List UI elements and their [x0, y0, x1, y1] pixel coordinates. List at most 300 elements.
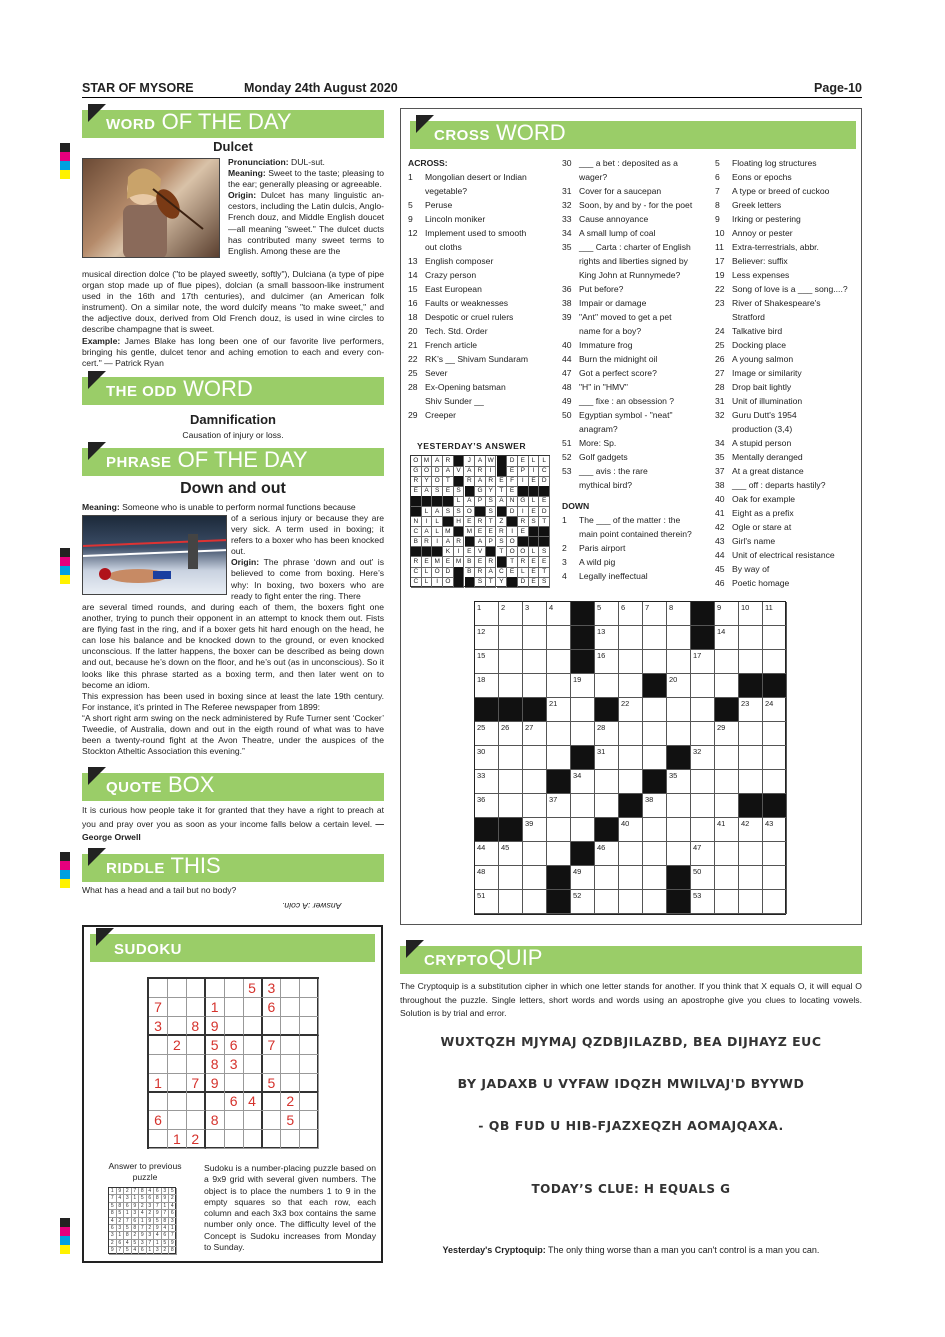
grid-cell[interactable] [667, 842, 691, 866]
sudoku-cell[interactable] [281, 1130, 300, 1149]
clue-text: Believer: suffix [732, 256, 788, 266]
grid-cell[interactable]: 40 [619, 818, 643, 842]
yesterday-label: Yesterday's Cryptoquip: [442, 1245, 546, 1255]
grid-cell[interactable] [619, 842, 643, 866]
grid-cell[interactable]: 31 [595, 746, 619, 770]
clue-text: Unit of illumination [732, 396, 803, 406]
yesterday-cell: D [539, 476, 550, 487]
sudoku-cell[interactable]: 2 [168, 1036, 187, 1055]
grid-cell[interactable]: 29 [715, 722, 739, 746]
grid-cell[interactable] [499, 866, 523, 890]
grid-cell[interactable] [595, 674, 619, 698]
grid-cell[interactable]: 44 [475, 842, 499, 866]
grid-cell[interactable]: 30 [475, 746, 499, 770]
sudoku-cell[interactable] [187, 1111, 206, 1130]
grid-cell[interactable] [643, 890, 667, 914]
sudoku-description: Sudoku is a number-placing puzzle based on a 9x9 grid with several given numbers. The object is to place the numbers 1 to 9 in the empty squares so that each row, each column and each 3x3 box contains the same number only once. The difficulty level of the Concept is Sudoku increases from Monday to Sunday. [204, 1163, 376, 1253]
sudoku-cell[interactable] [225, 998, 244, 1017]
grid-cell-black [595, 698, 619, 722]
prev-answer-cell: 8 [169, 1247, 177, 1254]
clue-text: Eight as a prefix [732, 508, 794, 518]
grid-cell[interactable]: 39 [523, 818, 547, 842]
grid-cell[interactable]: 53 [691, 890, 715, 914]
clue-text: East European [425, 284, 482, 294]
sudoku-cell[interactable] [244, 998, 263, 1017]
clue-item [715, 282, 860, 296]
sudoku-cell[interactable] [225, 1017, 244, 1036]
grid-cell[interactable]: 15 [475, 650, 499, 674]
yesterday-cell: L [422, 507, 433, 518]
grid-cell[interactable]: 5 [595, 602, 619, 626]
clue-item [715, 464, 860, 478]
clue-item [715, 170, 860, 184]
clue-item [715, 310, 860, 324]
sudoku-cell[interactable]: 6 [225, 1092, 244, 1111]
yesterday-cell: S [486, 496, 497, 507]
sudoku-grid [147, 977, 319, 1149]
grid-cell[interactable] [667, 818, 691, 842]
grid-cell[interactable]: 24 [763, 698, 787, 722]
sudoku-cell[interactable] [300, 1130, 319, 1149]
grid-cell[interactable] [547, 722, 571, 746]
clue-text: Legally ineffectual [579, 571, 648, 581]
clue-text: Impair or damage [579, 298, 647, 308]
grid-cell[interactable]: 9 [715, 602, 739, 626]
grid-cell[interactable] [619, 650, 643, 674]
grid-cell[interactable] [523, 794, 547, 818]
grid-cell[interactable]: 19 [571, 674, 595, 698]
grid-cell[interactable] [547, 842, 571, 866]
sudoku-cell[interactable] [244, 1017, 263, 1036]
sudoku-cell[interactable] [300, 998, 319, 1017]
grid-cell[interactable] [643, 842, 667, 866]
grid-cell[interactable]: 36 [475, 794, 499, 818]
prev-answer-cell: 3 [169, 1218, 177, 1225]
sudoku-cell[interactable] [300, 1092, 319, 1111]
grid-cell[interactable] [739, 746, 763, 770]
grid-cell[interactable] [571, 698, 595, 722]
sudoku-cell[interactable] [262, 1130, 281, 1149]
grid-cell[interactable] [619, 722, 643, 746]
grid-cell-black [499, 698, 523, 722]
grid-cell[interactable]: 6 [619, 602, 643, 626]
yesterday-cell: L [432, 517, 443, 528]
sudoku-cell[interactable] [149, 979, 168, 998]
clue-number: 34 [715, 438, 725, 448]
clue-item [562, 380, 712, 394]
sudoku-cell[interactable] [187, 1036, 206, 1055]
sudoku-cell[interactable] [168, 1111, 187, 1130]
grid-cell[interactable] [499, 890, 523, 914]
prev-answer-cell: 2 [109, 1240, 117, 1247]
grid-cell[interactable] [595, 866, 619, 890]
header-part1: CROSS [434, 127, 490, 144]
grid-cell[interactable] [571, 818, 595, 842]
grid-cell[interactable] [619, 746, 643, 770]
grid-cell[interactable] [643, 722, 667, 746]
sudoku-cell[interactable] [262, 1111, 281, 1130]
yesterday-cell: M [465, 527, 476, 538]
grid-cell[interactable]: 7 [643, 602, 667, 626]
grid-cell[interactable] [763, 626, 787, 650]
prev-answer-cell: 3 [109, 1232, 117, 1239]
boxer-icon [83, 516, 227, 595]
sudoku-cell[interactable] [244, 1055, 263, 1074]
sudoku-cell[interactable]: 5 [206, 1036, 225, 1055]
grid-cell[interactable] [643, 866, 667, 890]
sudoku-cell[interactable]: 4 [244, 1092, 263, 1111]
clue-text: The ___ of the matter : the [579, 515, 681, 525]
yesterday-cell: P [518, 466, 529, 477]
grid-cell[interactable]: 22 [619, 698, 643, 722]
yesterday-cell [497, 466, 508, 477]
grid-cell[interactable] [547, 626, 571, 650]
sudoku-cell[interactable] [244, 1074, 263, 1093]
grid-cell[interactable] [739, 626, 763, 650]
grid-cell[interactable]: 10 [739, 602, 763, 626]
sudoku-cell[interactable] [244, 1036, 263, 1055]
sudoku-cell[interactable] [168, 1074, 187, 1093]
grid-cell[interactable]: 27 [523, 722, 547, 746]
grid-cell[interactable] [499, 650, 523, 674]
grid-cell[interactable]: 41 [715, 818, 739, 842]
violin-icon [83, 159, 220, 258]
grid-cell[interactable]: 20 [667, 674, 691, 698]
sudoku-cell[interactable] [300, 1017, 319, 1036]
grid-cell[interactable] [499, 626, 523, 650]
grid-cell[interactable] [763, 746, 787, 770]
sudoku-cell[interactable] [281, 998, 300, 1017]
grid-cell[interactable] [667, 722, 691, 746]
grid-cell[interactable]: 34 [571, 770, 595, 794]
grid-cell[interactable] [619, 890, 643, 914]
sudoku-cell[interactable] [225, 1111, 244, 1130]
label: Meaning: [82, 502, 120, 512]
grid-cell[interactable] [643, 626, 667, 650]
clue-text: English composer [425, 256, 494, 266]
clue-item [715, 408, 860, 422]
grid-cell[interactable] [547, 746, 571, 770]
clue-number: 24 [715, 326, 725, 336]
yesterday-cell: B [411, 537, 422, 548]
clue-number: 44 [562, 354, 572, 364]
grid-cell[interactable] [667, 650, 691, 674]
sudoku-cell[interactable] [262, 1017, 281, 1036]
sudoku-cell[interactable] [225, 1130, 244, 1149]
yesterday-cell [518, 486, 529, 497]
grid-cell[interactable] [763, 770, 787, 794]
sudoku-cell[interactable] [262, 1055, 281, 1074]
sudoku-cell[interactable] [206, 1130, 225, 1149]
yesterday-cell [539, 537, 550, 548]
sudoku-cell[interactable] [206, 979, 225, 998]
sudoku-cell[interactable]: 7 [187, 1074, 206, 1093]
sudoku-cell[interactable]: 2 [187, 1130, 206, 1149]
sudoku-cell[interactable]: 7 [149, 998, 168, 1017]
yesterday-cell: O [411, 456, 422, 467]
sudoku-cell[interactable] [281, 1036, 300, 1055]
grid-cell[interactable] [715, 794, 739, 818]
sudoku-cell[interactable] [300, 1111, 319, 1130]
clue-number: 10 [715, 228, 725, 238]
grid-cell[interactable]: 23 [739, 698, 763, 722]
clue-text: Cover for a saucepan [579, 186, 662, 196]
grid-cell[interactable] [619, 866, 643, 890]
clue-text: Docking place [732, 340, 786, 350]
grid-cell[interactable]: 32 [691, 746, 715, 770]
grid-cell[interactable] [715, 746, 739, 770]
grid-cell[interactable] [499, 794, 523, 818]
sudoku-cell[interactable] [300, 1036, 319, 1055]
grid-cell[interactable]: 38 [643, 794, 667, 818]
sudoku-cell[interactable] [149, 1130, 168, 1149]
grid-cell[interactable] [499, 770, 523, 794]
quote-header [82, 773, 384, 801]
sudoku-cell[interactable]: 5 [281, 1111, 300, 1130]
yesterday-cell: R [454, 537, 465, 548]
clue-number: 19 [715, 270, 725, 280]
grid-cell-black [547, 866, 571, 890]
grid-cell[interactable] [643, 746, 667, 770]
grid-cell[interactable]: 33 [475, 770, 499, 794]
grid-cell[interactable] [523, 890, 547, 914]
prev-answer-cell: 4 [124, 1240, 132, 1247]
grid-cell[interactable] [595, 890, 619, 914]
yesterday-cell: G [475, 486, 486, 497]
sudoku-cell[interactable]: 1 [149, 1074, 168, 1093]
grid-cell[interactable]: 18 [475, 674, 499, 698]
grid-cell-black [691, 602, 715, 626]
sudoku-cell[interactable] [168, 1092, 187, 1111]
grid-cell[interactable] [763, 650, 787, 674]
sudoku-cell[interactable]: 8 [206, 1111, 225, 1130]
sudoku-cell[interactable] [281, 1074, 300, 1093]
sudoku-cell[interactable] [187, 1055, 206, 1074]
sudoku-cell[interactable] [281, 979, 300, 998]
grid-cell[interactable]: 14 [715, 626, 739, 650]
sudoku-cell[interactable] [244, 1130, 263, 1149]
grid-cell[interactable] [739, 842, 763, 866]
sudoku-cell[interactable]: 1 [206, 998, 225, 1017]
grid-cell[interactable] [619, 626, 643, 650]
sudoku-cell[interactable]: 6 [262, 998, 281, 1017]
sudoku-cell[interactable]: 6 [225, 1036, 244, 1055]
sudoku-cell[interactable]: 5 [262, 1074, 281, 1093]
grid-cell[interactable] [739, 890, 763, 914]
sudoku-cell[interactable]: 5 [244, 979, 263, 998]
grid-cell[interactable] [523, 746, 547, 770]
clue-item [715, 394, 860, 408]
grid-cell[interactable] [715, 650, 739, 674]
grid-cell[interactable] [763, 890, 787, 914]
grid-cell[interactable] [739, 650, 763, 674]
grid-cell[interactable] [643, 698, 667, 722]
sudoku-cell[interactable] [225, 1074, 244, 1093]
grid-cell[interactable] [523, 842, 547, 866]
grid-cell[interactable]: 37 [547, 794, 571, 818]
sudoku-cell[interactable] [187, 1092, 206, 1111]
grid-cell[interactable] [691, 770, 715, 794]
grid-cell[interactable] [763, 842, 787, 866]
sudoku-cell[interactable] [206, 1092, 225, 1111]
grid-cell[interactable] [643, 650, 667, 674]
grid-cell[interactable] [643, 818, 667, 842]
grid-cell[interactable]: 26 [499, 722, 523, 746]
sudoku-cell[interactable]: 9 [206, 1017, 225, 1036]
clue-item [715, 576, 860, 590]
clue-text: More: Sp. [579, 438, 617, 448]
grid-cell[interactable]: 17 [691, 650, 715, 674]
sudoku-cell[interactable]: 2 [281, 1092, 300, 1111]
grid-cell[interactable] [523, 866, 547, 890]
grid-cell[interactable] [619, 770, 643, 794]
sudoku-cell[interactable]: 3 [149, 1017, 168, 1036]
grid-cell[interactable] [595, 770, 619, 794]
grid-cell[interactable] [715, 842, 739, 866]
prev-answer-cell: 6 [169, 1210, 177, 1217]
grid-cell[interactable]: 2 [499, 602, 523, 626]
grid-cell-black [571, 746, 595, 770]
grid-cell[interactable]: 49 [571, 866, 595, 890]
grid-cell[interactable]: 12 [475, 626, 499, 650]
grid-cell[interactable]: 13 [595, 626, 619, 650]
grid-cell[interactable]: 21 [547, 698, 571, 722]
clue-item [562, 555, 712, 569]
grid-cell[interactable] [619, 674, 643, 698]
clue-text: A small lump of coal [579, 228, 656, 238]
grid-cell[interactable] [739, 866, 763, 890]
sudoku-cell[interactable] [300, 1055, 319, 1074]
sudoku-cell[interactable] [168, 1017, 187, 1036]
yesterday-cell [497, 507, 508, 518]
sudoku-cell[interactable]: 6 [149, 1111, 168, 1130]
clue-text: RK’s __ Shivam Sundaram [425, 354, 529, 364]
grid-cell[interactable]: 25 [475, 722, 499, 746]
clue-number: 11 [715, 242, 724, 252]
grid-cell[interactable] [523, 770, 547, 794]
grid-cell[interactable] [715, 770, 739, 794]
grid-cell[interactable]: 35 [667, 770, 691, 794]
prev-answer-cell: 2 [169, 1195, 177, 1202]
grid-cell[interactable]: 3 [523, 602, 547, 626]
grid-cell[interactable] [691, 698, 715, 722]
sudoku-cell[interactable]: 1 [168, 1130, 187, 1149]
word-of-day-body-full [82, 269, 384, 369]
clue-item [715, 520, 860, 534]
grid-cell[interactable]: 42 [739, 818, 763, 842]
grid-cell[interactable] [739, 722, 763, 746]
sudoku-cell[interactable] [225, 979, 244, 998]
grid-cell[interactable] [715, 866, 739, 890]
sudoku-cell[interactable] [244, 1111, 263, 1130]
sudoku-previous-answer [108, 1187, 176, 1254]
grid-cell[interactable] [523, 650, 547, 674]
grid-cell[interactable]: 11 [763, 602, 787, 626]
grid-cell[interactable] [523, 674, 547, 698]
clue-item [408, 296, 558, 310]
grid-cell[interactable]: 43 [763, 818, 787, 842]
sudoku-cell[interactable] [281, 1055, 300, 1074]
sudoku-cell[interactable]: 3 [225, 1055, 244, 1074]
sudoku-cell[interactable] [149, 1055, 168, 1074]
grid-cell[interactable] [547, 818, 571, 842]
sudoku-cell[interactable]: 3 [262, 979, 281, 998]
sudoku-cell[interactable] [187, 979, 206, 998]
grid-cell[interactable]: 45 [499, 842, 523, 866]
grid-cell[interactable] [763, 866, 787, 890]
sudoku-cell[interactable] [149, 1036, 168, 1055]
sudoku-cell[interactable]: 8 [206, 1055, 225, 1074]
grid-cell[interactable] [667, 626, 691, 650]
sudoku-cell[interactable] [187, 998, 206, 1017]
sudoku-cell[interactable] [262, 1092, 281, 1111]
grid-cell[interactable]: 52 [571, 890, 595, 914]
grid-cell[interactable]: 47 [691, 842, 715, 866]
sudoku-cell[interactable]: 8 [187, 1017, 206, 1036]
grid-cell[interactable]: 50 [691, 866, 715, 890]
grid-cell[interactable] [499, 674, 523, 698]
grid-cell[interactable] [691, 818, 715, 842]
origin-continued: musical direction dolce ("to be played sweetly, softly"), Dulciana (a type of pipe organ stop made up of flue pipes), dolcian (a small bassoon-like instrument used in the 16th and 17th centuries), and dulcimer (an American folk instrument). On a similar note, the word dulcify means "to make sweet," and the adjective doux, derived from Old French douz, is used in wine circles to describe champagne that is sweet. [82, 269, 384, 335]
grid-cell[interactable] [595, 794, 619, 818]
grid-cell[interactable] [715, 674, 739, 698]
yesterday-cell: T [507, 557, 518, 568]
sudoku-cell[interactable] [149, 1092, 168, 1111]
sudoku-cell[interactable] [168, 1055, 187, 1074]
grid-cell[interactable] [547, 674, 571, 698]
grid-cell[interactable] [715, 890, 739, 914]
grid-cell[interactable] [691, 722, 715, 746]
grid-cell[interactable]: 48 [475, 866, 499, 890]
sudoku-cell[interactable] [300, 979, 319, 998]
grid-cell[interactable] [667, 698, 691, 722]
grid-cell[interactable] [499, 746, 523, 770]
sudoku-cell[interactable] [168, 998, 187, 1017]
header-part2: THIS [164, 853, 221, 878]
grid-cell[interactable]: 16 [595, 650, 619, 674]
clue-text: rights and liberties signed by [579, 256, 688, 266]
pronunciation: DUL-sut. [291, 157, 325, 167]
yesterday-cell: S [432, 486, 443, 497]
sudoku-cell[interactable] [300, 1074, 319, 1093]
grid-cell[interactable] [691, 794, 715, 818]
sudoku-cell[interactable] [281, 1017, 300, 1036]
grid-cell[interactable] [691, 674, 715, 698]
grid-cell[interactable] [547, 650, 571, 674]
grid-cell[interactable]: 51 [475, 890, 499, 914]
yesterday-cell: O [432, 567, 443, 578]
clue-text: Mentally deranged [732, 452, 803, 462]
yesterday-cell: B [465, 567, 476, 578]
grid-cell[interactable] [667, 794, 691, 818]
grid-cell[interactable] [763, 722, 787, 746]
grid-cell[interactable] [571, 722, 595, 746]
sudoku-cell[interactable]: 9 [206, 1074, 225, 1093]
registration-marks-low [60, 852, 70, 888]
sudoku-cell[interactable]: 7 [262, 1036, 281, 1055]
grid-cell[interactable] [739, 770, 763, 794]
sudoku-header [90, 934, 375, 962]
sudoku-cell[interactable] [168, 979, 187, 998]
grid-cell[interactable]: 28 [595, 722, 619, 746]
grid-cell[interactable]: 8 [667, 602, 691, 626]
grid-cell[interactable] [523, 626, 547, 650]
grid-cell[interactable]: 46 [595, 842, 619, 866]
yesterday-cell: O [422, 466, 433, 477]
grid-cell[interactable]: 1 [475, 602, 499, 626]
grid-cell[interactable]: 4 [547, 602, 571, 626]
grid-cell[interactable] [571, 794, 595, 818]
